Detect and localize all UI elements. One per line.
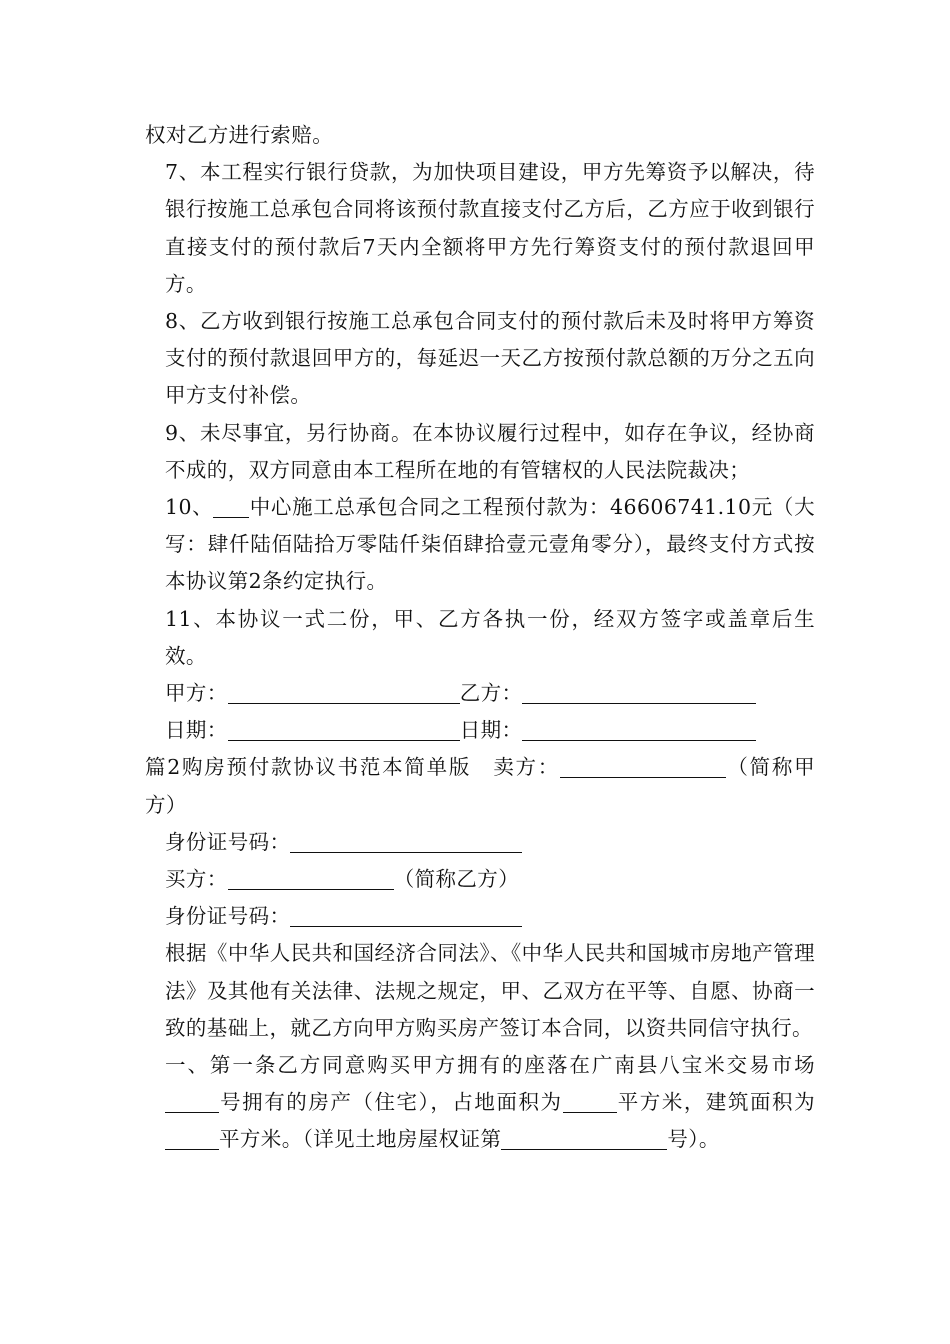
- date-a-label: 日期：: [165, 718, 228, 743]
- section-2-seller-label: 篇2购房预付款协议书范本简单版 卖方：: [145, 755, 561, 780]
- clause-11: 11、本协议一式二份，甲、乙方各执一份，经双方签字或盖章后生效。: [165, 606, 815, 668]
- blank-line: [501, 1125, 667, 1150]
- section-2-seller-note: （简称甲方）: [145, 755, 815, 817]
- buyer-blank: [228, 865, 394, 890]
- date-b-label: 日期：: [459, 718, 523, 743]
- article-1-part-a: 一、第一条乙方同意购买甲方拥有的座落在广南县八宝米交易市场: [165, 1053, 815, 1078]
- seller-id-label: 身份证号码：: [165, 829, 291, 854]
- date-a-blank: [228, 716, 460, 741]
- section-2-heading: [145, 749, 815, 823]
- article-1-part-d: 平方米。（详见土地房屋权证第: [219, 1127, 502, 1152]
- buyer-note: （简称乙方）: [393, 867, 520, 892]
- buyer-id-label: 身份证号码：: [165, 904, 291, 929]
- article-1-part-e: 号）。: [667, 1127, 720, 1152]
- party-a-blank: [228, 679, 460, 704]
- basis-paragraph: 根据《中华人民共和国经济合同法》、《中华人民共和国城市房地产管理法》及其他有关法律、法规之规定，甲、乙双方在平等、自愿、协商一致的基础上，就乙方向甲方购买房产签订本合同，以资共同信守执行。: [165, 941, 815, 1040]
- paragraph-continuation: 权对乙方进行索赔。: [145, 123, 334, 147]
- clause-8: 8、乙方收到银行按施工总承包合同支付的预付款后未及时将甲方筹资支付的预付款退回甲方的，每延迟一天乙方按预付款总额的万分之五向甲方支付补偿。: [165, 309, 815, 408]
- party-a-label: 甲方：: [165, 681, 228, 706]
- blank-line: [213, 493, 249, 518]
- clause-10: [145, 489, 815, 601]
- clause-10-number: 10、: [165, 495, 214, 520]
- buyer-id-row: [145, 898, 815, 935]
- seller-blank: [560, 753, 726, 778]
- party-b-blank: [522, 679, 756, 704]
- buyer-label: 买方：: [165, 867, 228, 892]
- date-b-blank: [522, 716, 756, 741]
- blank-line: [563, 1088, 617, 1113]
- document-body: [145, 117, 815, 1159]
- seller-id-row: [145, 824, 815, 861]
- article-1: [145, 1047, 815, 1159]
- signature-row: [145, 675, 815, 712]
- blank-line: [165, 1088, 219, 1113]
- seller-id-blank: [290, 828, 522, 853]
- clause-9: 9、未尽事宜，另行协商。在本协议履行过程中，如存在争议，经协商不成的，双方同意由本工程所在地的有管辖权的人民法院裁决；: [165, 420, 815, 482]
- clause-10-text: 中心施工总承包合同之工程预付款为：46606741.10元（大写：肆仟陆佰陆拾万零陆仟柒佰肆拾壹元壹角零分），最终支付方式按本协议第2条约定执行。: [165, 495, 815, 594]
- party-b-label: 乙方：: [459, 681, 523, 706]
- buyer-id-blank: [290, 902, 522, 927]
- clause-7: 7、本工程实行银行贷款，为加快项目建设，甲方先筹资予以解决，待银行按施工总承包合同将该预付款直接支付乙方后，乙方应于收到银行直接支付的预付款后7天内全额将甲方先行筹资支付的预付款退回甲方。: [165, 160, 815, 296]
- blank-line: [165, 1125, 219, 1150]
- article-1-part-b: 号拥有的房产（住宅），占地面积为: [219, 1090, 563, 1115]
- buyer-row: [145, 861, 815, 898]
- article-1-part-c: 平方米，建筑面积为: [616, 1090, 815, 1115]
- date-row: [145, 712, 815, 749]
